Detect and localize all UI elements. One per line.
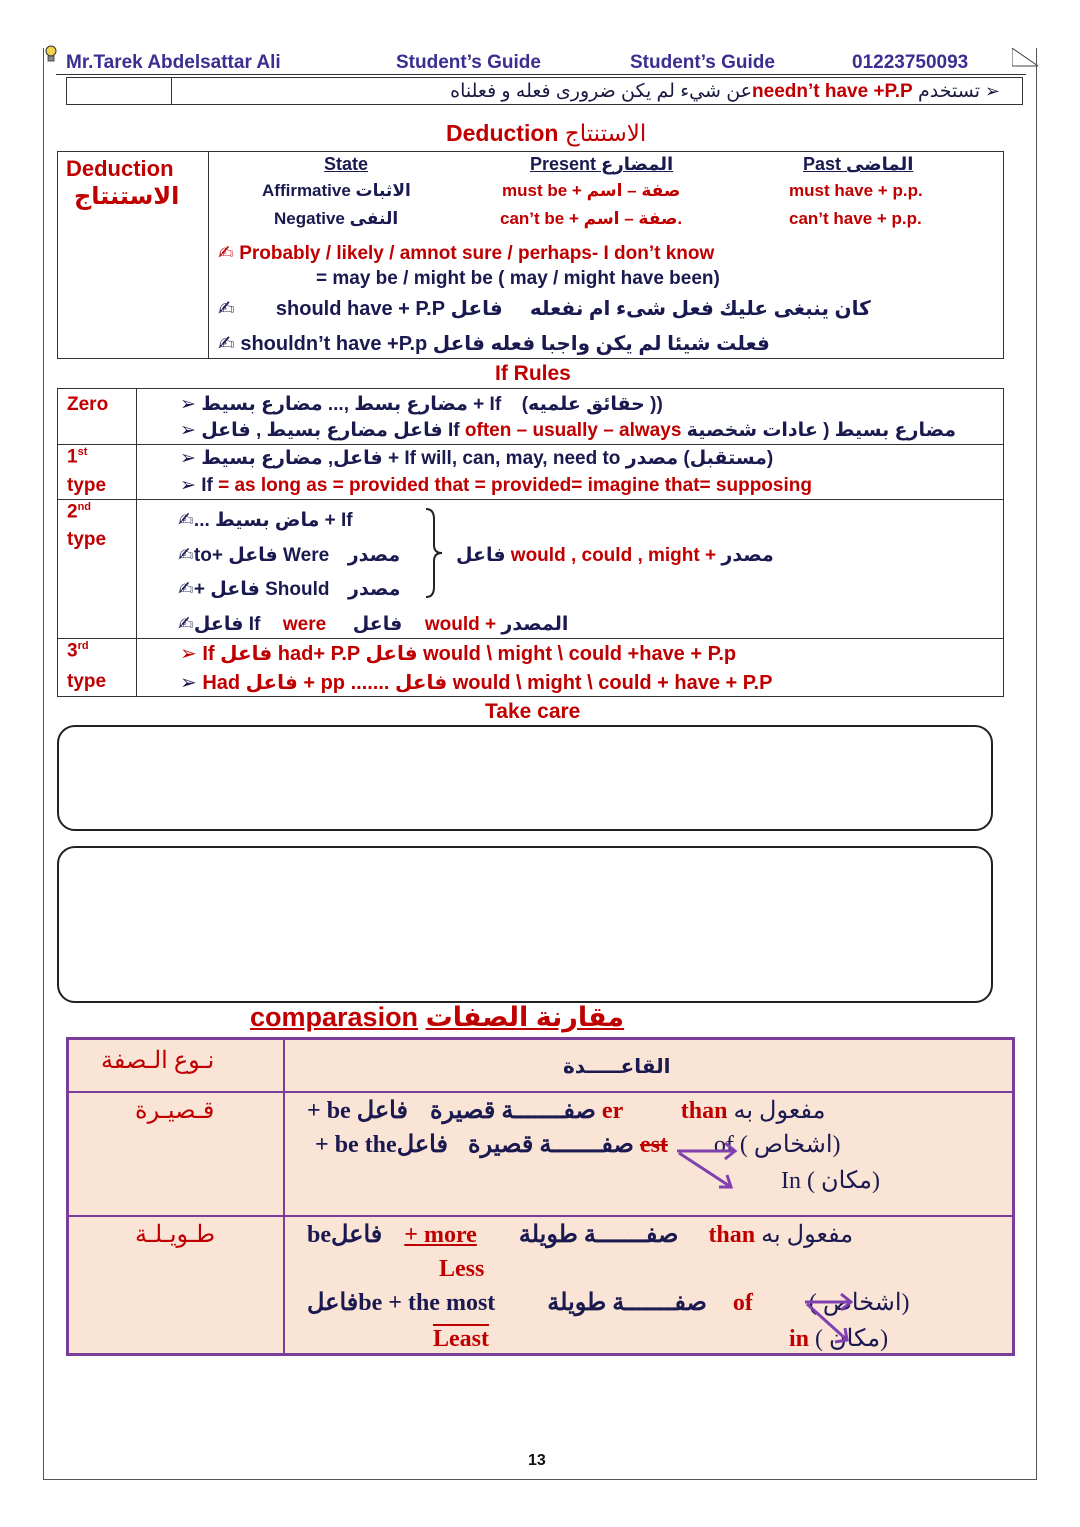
comparison-title-en: comparasion <box>250 1002 419 1032</box>
long-rule-1 <box>307 1220 853 1249</box>
long-least-text: Least <box>433 1326 489 1352</box>
teacher-name: Mr.Tarek Abdelsattar Ali <box>66 52 281 73</box>
first-sup: st <box>77 446 88 458</box>
negative-label: Negative النفى <box>274 209 399 228</box>
second-rule-4-e: المصدر <box>501 614 569 635</box>
neednt-meaning: عن شيء لم يكن ضرورى فعله و فعلناه <box>450 81 753 102</box>
long-2-c: of <box>732 1290 753 1316</box>
should-formula: فاعل should have + P.P <box>275 298 503 320</box>
past-negative: can’t have + p.p. <box>789 209 922 228</box>
third-num: 3 <box>67 640 78 662</box>
zero-rule-2 <box>180 419 956 442</box>
probably-text: Probably / likely / amnot sure / perhaps- I don’t know <box>239 243 715 264</box>
short-2-b: صفـــــــة قصيرة <box>467 1132 634 1158</box>
long-2-d: ( اشخاص) <box>808 1290 910 1316</box>
second-result <box>456 544 774 567</box>
short-label: قـصيـرة <box>135 1098 215 1124</box>
zero-rule-2-b: often – usually – always <box>464 420 682 441</box>
if-rules-title: If Rules <box>495 362 571 385</box>
deduction-table <box>57 151 1004 359</box>
long-2-b: صفـــــــة طويلة <box>547 1290 707 1316</box>
arrow-bullet-icon: ➢ <box>180 420 196 441</box>
comparison-title-ar: مقارنة الصفات <box>425 1002 625 1032</box>
short-2-c: est <box>639 1132 668 1158</box>
deduction-title <box>446 120 646 147</box>
present-affirmative: must be + صفة – اسم <box>502 181 681 200</box>
col-present: Present المضارع <box>530 154 674 174</box>
comparison-table <box>66 1037 1015 1356</box>
short-rule-3: In ( مكان) <box>781 1168 881 1194</box>
second-type-label <box>67 501 91 523</box>
short-2-d: of ( اشخاص) <box>713 1132 841 1158</box>
zero-rule-2-c: مضارع بسيط ( عادات شخصية <box>686 420 957 441</box>
zero-rule-1-note: (حقائق علميه )) <box>521 394 663 415</box>
short-2-a: فاعلbe the + <box>315 1132 448 1158</box>
comparison-title <box>250 1002 624 1033</box>
deduction-title-ar: الاستنتاج <box>564 120 647 146</box>
short-1-b: صفـــــــة قصيرة <box>429 1098 596 1124</box>
arrow-bullet-icon: ➢ <box>180 448 196 469</box>
affirmative-label: Affirmative الاثبات <box>262 181 411 200</box>
zero-rule-1-text: If + مضارع بسط ,... مضارع بسيط <box>201 394 502 415</box>
deduction-title-en: Deduction <box>446 120 559 146</box>
arrow-of-in-icon <box>673 1135 741 1195</box>
neednt-formula: needn’t have +P.P <box>752 81 913 102</box>
deduction-label-ar: الاستنتاج <box>74 183 180 210</box>
page-fold-icon <box>1012 48 1038 72</box>
second-rule-2 <box>178 544 400 567</box>
zero-label: Zero <box>67 394 109 415</box>
long-label: طـويـلـة <box>135 1222 216 1248</box>
second-result-c: مصدر <box>721 545 774 566</box>
long-1-a: فاعلbe <box>307 1222 383 1248</box>
short-1-d: than <box>680 1098 728 1124</box>
first-rule-1-c: (مستقبل) مصدر <box>625 448 774 469</box>
short-rule-1 <box>307 1096 825 1125</box>
writing-hand-icon: ✍ <box>218 243 234 264</box>
writing-hand-icon: ✍ <box>218 333 235 355</box>
shouldnt-line <box>218 331 770 356</box>
should-line <box>218 296 871 321</box>
second-num: 2 <box>67 501 78 523</box>
second-result-a: فاعل <box>456 545 506 566</box>
long-1-b: + more <box>404 1222 477 1248</box>
neednt-rule <box>450 80 980 103</box>
short-1-a: فاعل be + <box>307 1098 408 1124</box>
arrow-bullet-icon: ➢ <box>984 81 1000 101</box>
third-rule-1-text: If فاعل had+ P.P فاعل would \ might \ could +have + P.p <box>202 643 737 665</box>
third-type-label <box>67 640 89 662</box>
second-rule-4-d: would + <box>424 614 497 635</box>
short-1-c: er <box>601 1098 623 1124</box>
take-care-box-2 <box>57 846 993 1003</box>
may-line: = may be / might be ( may / might have been) <box>316 268 720 289</box>
third-rule-1 <box>180 641 736 666</box>
first-rule-2-a: If <box>201 475 213 496</box>
should-meaning: كان ينبغى عليك فعل شىء ام نفعله <box>529 298 871 320</box>
brace-icon <box>424 507 444 599</box>
short-rule-2 <box>315 1130 841 1159</box>
shouldnt-meaning: فعلت شيئا لم يكن واجبا فعله <box>490 333 770 355</box>
page-number: 13 <box>528 1452 546 1469</box>
zero-rule-2-a: If فاعل مضارع بسيط , فاعل <box>201 420 460 441</box>
third-rule-2-text: Had فاعل + pp ....... فاعل would \ might \ could + have + P.P <box>202 672 773 694</box>
guide-label-1: Student’s Guide <box>396 52 541 73</box>
present-negative: can’t be + صفة – اسم. <box>500 209 683 228</box>
arrow-of-in-icon-2 <box>801 1290 861 1352</box>
first-rule-2 <box>180 474 812 497</box>
lightbulb-icon <box>44 44 58 64</box>
first-rule-2-b: = as long as = provided that = provided= imagine that= supposing <box>218 475 812 496</box>
third-rule-2 <box>180 670 772 695</box>
probably-line <box>218 242 714 265</box>
second-rule-1-text: If + ماض بسيط ... <box>193 510 353 531</box>
second-result-b: would , could , might + <box>510 545 717 566</box>
phone-number: 01223750093 <box>852 52 969 73</box>
if-rules-table <box>57 388 1004 697</box>
second-rule-4-a: If فاعل <box>193 614 261 635</box>
second-rule-4-c: فاعل <box>352 614 403 635</box>
zero-rule-1 <box>180 393 663 416</box>
first-rule-1-b: will, can, may, need to <box>421 448 621 469</box>
type-header: نـوع الـصفة <box>101 1048 215 1074</box>
long-least <box>433 1324 489 1353</box>
long-3-b: ( مكان) <box>815 1326 889 1352</box>
shouldnt-formula: فاعل shouldn’t have +P.p <box>240 333 485 355</box>
first-type-label <box>67 446 87 468</box>
writing-hand-icon: ✍ <box>178 614 194 635</box>
col-state: State <box>324 154 369 174</box>
second-rule-2-b: مصدر <box>347 545 401 566</box>
long-1-e: مفعول به <box>761 1222 854 1248</box>
second-rule-3 <box>178 578 400 601</box>
rule-header: القاعـــــدة <box>563 1054 671 1078</box>
arrow-bullet-icon: ➢ <box>180 394 196 415</box>
past-affirmative: must have + p.p. <box>789 181 923 200</box>
writing-hand-icon: ✍ <box>178 545 194 566</box>
second-rule-3-a: Should فاعل + <box>193 579 330 600</box>
third-sup: rd <box>77 640 89 652</box>
first-num: 1 <box>67 446 78 468</box>
third-type-word: type <box>67 671 107 692</box>
first-type-word: type <box>67 475 107 496</box>
take-care-box-1 <box>57 725 993 831</box>
writing-hand-icon: ✍ <box>178 510 194 531</box>
arrow-bullet-icon: ➢ <box>180 475 196 496</box>
short-1-e: مفعول به <box>733 1098 826 1124</box>
arrow-bullet-icon: ➢ <box>180 643 197 665</box>
header-divider <box>56 74 1026 75</box>
second-rule-4-b: were <box>282 614 327 635</box>
writing-hand-icon: ✍ <box>178 579 194 600</box>
short-2-a-wrap <box>315 1132 448 1158</box>
first-rule-1-a: If + فاعل, مضارع بسيط <box>201 448 416 469</box>
arrow-bullet-icon: ➢ <box>180 672 197 694</box>
second-rule-1 <box>178 509 353 532</box>
take-care-title: Take care <box>485 700 581 723</box>
second-sup: nd <box>77 501 92 513</box>
long-2-a: فاعلbe + the most <box>307 1290 496 1316</box>
guide-label-2: Student’s Guide <box>630 52 775 73</box>
second-rule-4 <box>178 613 568 636</box>
long-less: Less <box>439 1256 485 1282</box>
col-past: Past الماضى <box>803 154 914 174</box>
second-rule-3-b: مصدر <box>348 579 401 600</box>
long-1-c: صفـــــــة طويلة <box>518 1222 679 1248</box>
long-1-d: than <box>708 1222 756 1248</box>
second-type-word: type <box>67 529 107 550</box>
first-rule-1 <box>180 447 773 470</box>
second-rule-2-a: Were فاعل +to <box>193 545 330 566</box>
neednt-row <box>66 77 1023 105</box>
deduction-label-en: Deduction <box>66 156 174 181</box>
writing-hand-icon: ✍ <box>218 298 235 320</box>
long-3-a: in <box>789 1326 810 1352</box>
neednt-use-word: تستخدم <box>918 81 980 102</box>
neednt-empty-cell <box>67 78 172 104</box>
